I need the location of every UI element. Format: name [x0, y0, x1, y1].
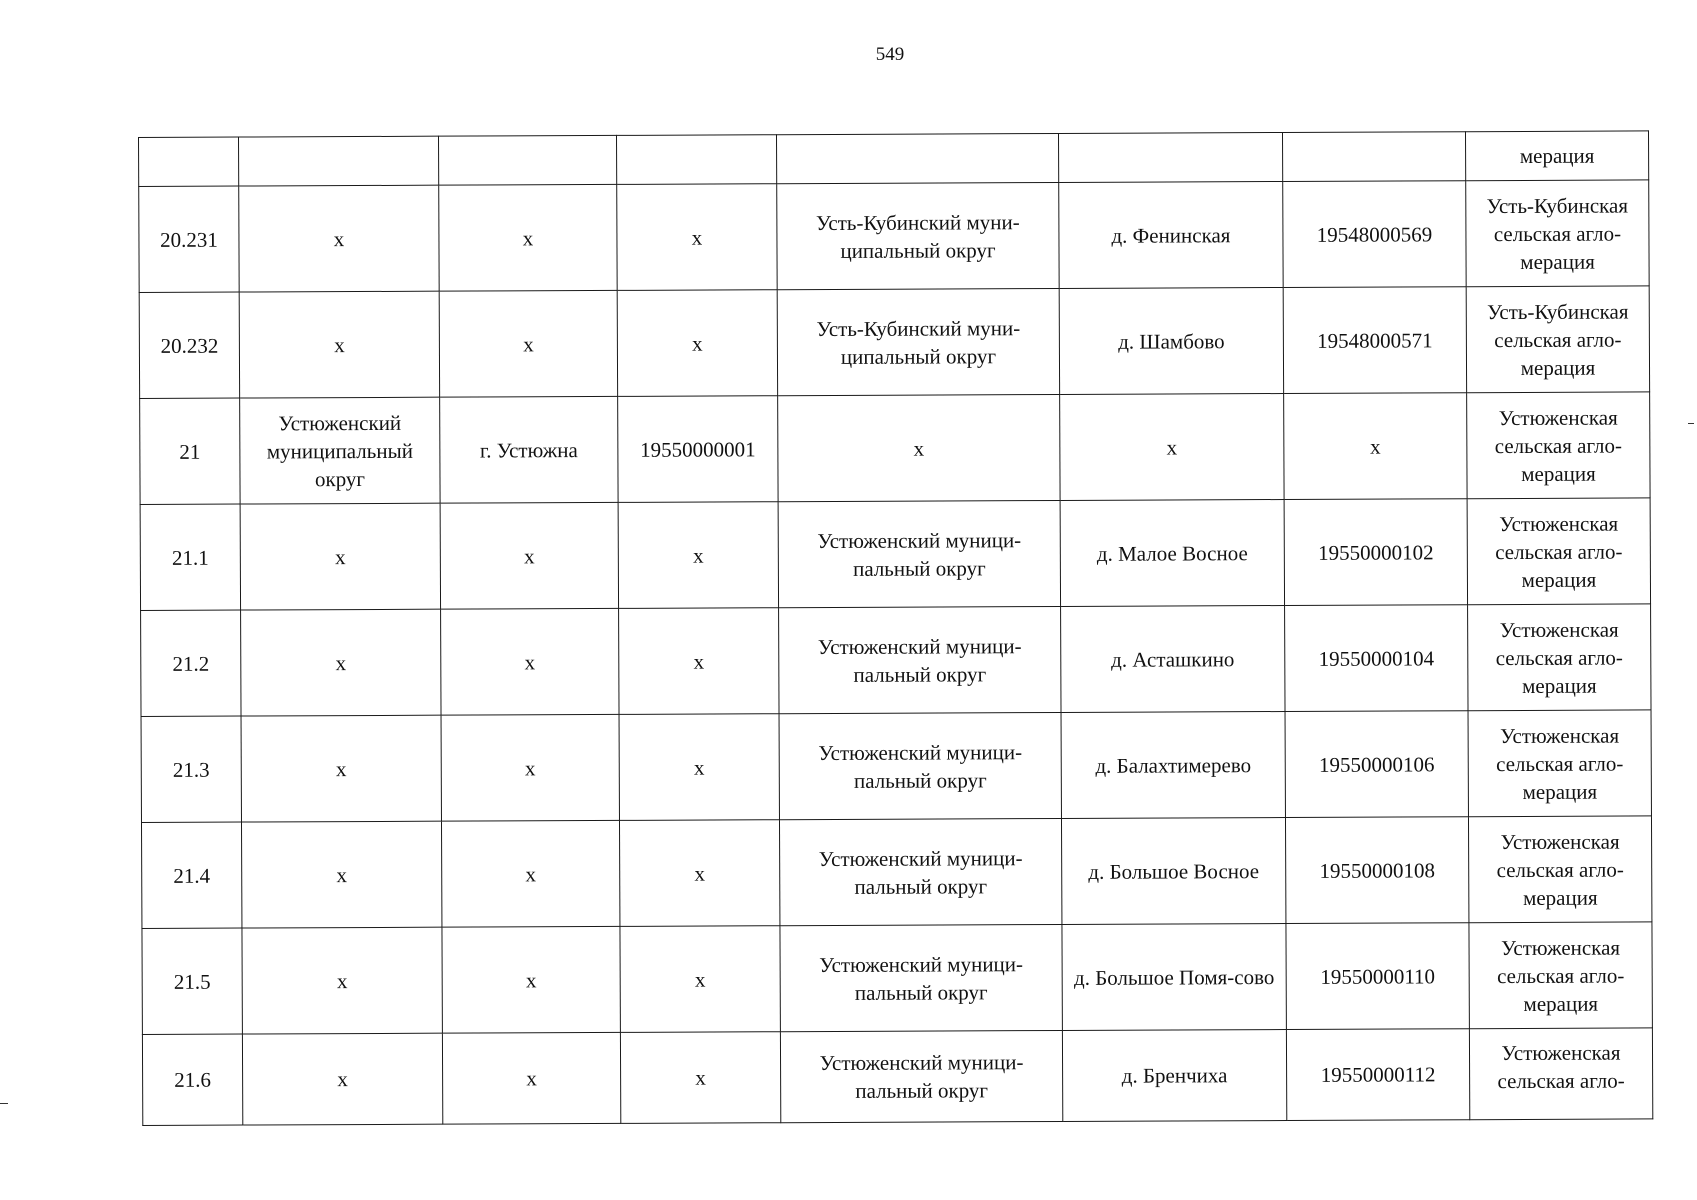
- table-row: [141, 710, 1651, 823]
- agglomeration-continuation-cell: мерация: [1465, 131, 1648, 181]
- row-number-cell: 20.232: [139, 292, 239, 398]
- margin-mark: [1688, 423, 1694, 424]
- district-cell: х: [239, 291, 439, 398]
- city-code-cell: х: [619, 820, 779, 927]
- city-code-cell: х: [618, 502, 778, 609]
- margin-mark: [0, 1103, 8, 1104]
- district-cell: х: [242, 1033, 442, 1125]
- cell-empty: [1282, 132, 1465, 182]
- municipality-cell: Устюженский муници-пальный округ: [779, 712, 1061, 819]
- agglomeration-cell: Устюженская сельская агло-мерация: [1468, 710, 1651, 817]
- settlements-table-wrapper: [138, 130, 1653, 1126]
- agglomeration-cell: Устюженская сельская агло-: [1469, 1028, 1652, 1120]
- city-cell: х: [439, 184, 617, 291]
- row-number-cell: 21.2: [141, 610, 241, 716]
- city-cell: х: [442, 926, 620, 1033]
- city-code-cell: х: [617, 290, 777, 397]
- settlement-cell: д. Балахтимерево: [1061, 712, 1285, 819]
- city-cell: х: [441, 820, 619, 927]
- settlement-cell: д. Шамбово: [1059, 288, 1283, 395]
- municipality-cell: Устюженский муници-пальный округ: [780, 924, 1062, 1031]
- municipality-cell: Устюженский муници-пальный округ: [779, 606, 1061, 713]
- table-body: [139, 131, 1653, 1126]
- district-cell: х: [241, 821, 441, 928]
- cell-empty: [776, 133, 1058, 183]
- table-row-continuation: [139, 131, 1649, 187]
- settlement-code-cell: 19550000104: [1285, 605, 1468, 712]
- municipality-cell: Устюженский муници-пальный округ: [778, 500, 1060, 607]
- cell-empty: [616, 135, 776, 185]
- agglomeration-cell: Устюженская сельская агло-мерация: [1467, 392, 1650, 499]
- city-code-cell: х: [619, 608, 779, 715]
- page-number: 549: [875, 44, 905, 65]
- cell-empty: [438, 135, 616, 185]
- agglomeration-cell: Устюженская сельская агло-мерация: [1467, 498, 1650, 605]
- settlement-cell: х: [1060, 394, 1284, 501]
- city-code-cell: 19550000001: [618, 396, 778, 503]
- row-number-cell: 20.231: [139, 186, 239, 292]
- table-row: [140, 498, 1650, 611]
- city-code-cell: х: [617, 184, 777, 291]
- cell-empty: [239, 136, 439, 186]
- district-cell: х: [242, 927, 442, 1034]
- agglomeration-cell: Устюженская сельская агло-мерация: [1468, 816, 1651, 923]
- agglomeration-cell: Усть-Кубинская сельская агло-мерация: [1466, 180, 1649, 287]
- settlement-cell: д. Асташкино: [1061, 606, 1285, 713]
- row-number-cell: 21.1: [140, 504, 240, 610]
- municipality-cell: Усть-Кубинский муни-ципальный округ: [777, 288, 1059, 395]
- settlement-code-cell: 19550000106: [1285, 711, 1468, 818]
- settlement-code-cell: 19550000102: [1284, 499, 1467, 606]
- cell-empty: [139, 137, 239, 186]
- city-code-cell: х: [619, 714, 779, 821]
- settlement-code-cell: 19548000571: [1283, 287, 1466, 394]
- city-cell: х: [441, 714, 619, 821]
- settlement-cell: д. Большое Помя-сово: [1062, 923, 1286, 1030]
- table-row: [139, 286, 1649, 399]
- settlement-cell: д. Бренчиха: [1062, 1029, 1286, 1121]
- settlements-table: [138, 130, 1653, 1126]
- table-row: [142, 922, 1652, 1035]
- table-row: [140, 392, 1650, 505]
- city-cell: х: [441, 608, 619, 715]
- agglomeration-cell: Устюженская сельская агло-мерация: [1469, 922, 1652, 1029]
- table-row: [139, 180, 1649, 293]
- municipality-cell: Усть-Кубинский муни-ципальный округ: [777, 182, 1059, 289]
- municipality-cell: Устюженский муници-пальный округ: [779, 818, 1061, 925]
- district-cell: х: [239, 185, 439, 292]
- agglomeration-cell: Усть-Кубинская сельская агло-мерация: [1466, 286, 1649, 393]
- city-cell: х: [440, 502, 618, 609]
- settlement-code-cell: 19548000569: [1283, 181, 1466, 288]
- row-number-cell: 21.4: [141, 822, 241, 928]
- city-cell: г. Устюжна: [440, 396, 618, 503]
- settlement-cell: д. Большое Восное: [1061, 817, 1285, 924]
- district-cell: Устюженский муниципальный округ: [240, 397, 440, 504]
- cell-empty: [1058, 133, 1282, 183]
- district-cell: х: [241, 609, 441, 716]
- settlement-cell: д. Фенинская: [1059, 182, 1283, 289]
- district-cell: х: [240, 503, 440, 610]
- city-code-cell: х: [620, 1032, 780, 1124]
- settlement-code-cell: 19550000108: [1285, 817, 1468, 924]
- municipality-cell: х: [778, 394, 1060, 501]
- table-row: [141, 604, 1651, 717]
- row-number-cell: 21: [140, 398, 240, 504]
- row-number-cell: 21.6: [142, 1034, 242, 1125]
- settlement-code-cell: х: [1284, 393, 1467, 500]
- agglomeration-cell: Устюженская сельская агло-мерация: [1468, 604, 1651, 711]
- city-cell: х: [442, 1032, 620, 1124]
- settlement-code-cell: 19550000112: [1286, 1029, 1469, 1121]
- table-row: [141, 816, 1651, 929]
- table-row: [142, 1028, 1652, 1126]
- settlement-code-cell: 19550000110: [1286, 923, 1469, 1030]
- row-number-cell: 21.3: [141, 716, 241, 822]
- row-number-cell: 21.5: [142, 928, 242, 1034]
- city-cell: х: [439, 290, 617, 397]
- city-code-cell: х: [620, 926, 780, 1033]
- municipality-cell: Устюженский муници-пальный округ: [780, 1030, 1062, 1122]
- settlement-cell: д. Малое Восное: [1060, 500, 1284, 607]
- district-cell: х: [241, 715, 441, 822]
